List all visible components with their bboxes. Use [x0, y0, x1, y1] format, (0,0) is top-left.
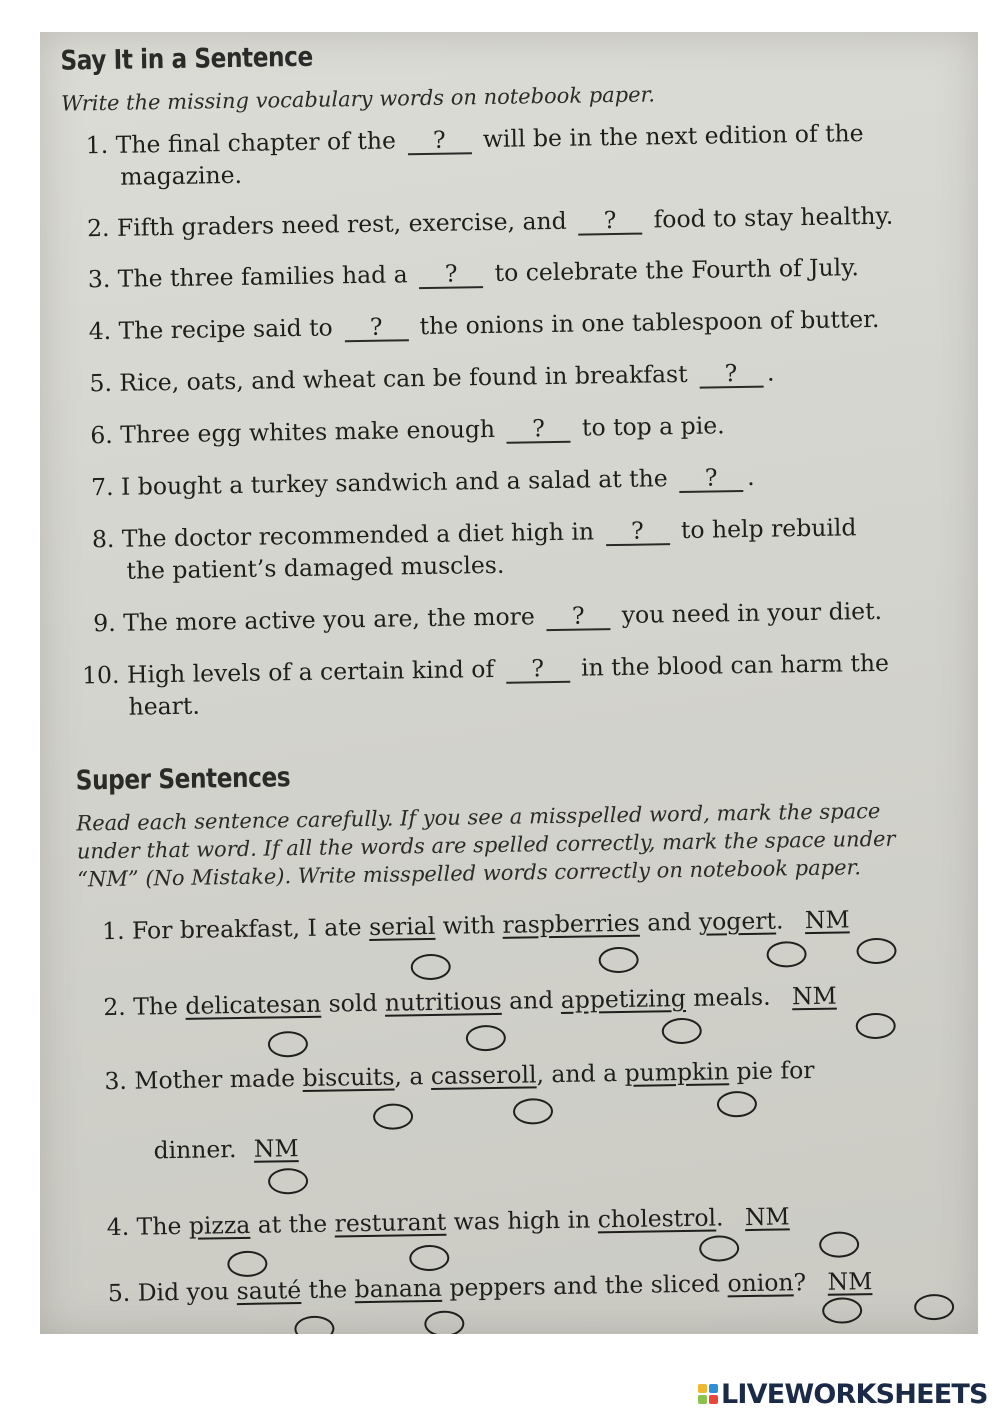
- section-instructions-say-it: Write the missing vocabulary words on notebook paper.: [60, 82, 656, 116]
- question-text: magazine.: [120, 160, 243, 191]
- sentence-text: meals.: [693, 982, 771, 1012]
- question-5: [89, 357, 774, 400]
- underlined-word: nutritious: [384, 986, 502, 1017]
- answer-bubble[interactable]: [424, 1310, 464, 1334]
- question-text: to celebrate the Fourth of July.: [494, 253, 860, 287]
- question-text: The three families had a: [117, 260, 408, 293]
- question-number: 6.: [90, 420, 113, 450]
- underlined-word: delicatesan: [185, 989, 322, 1020]
- sentence-text: The: [133, 991, 179, 1021]
- question-text: High levels of a certain kind of: [126, 654, 495, 689]
- sentence-number: 1.: [101, 916, 125, 946]
- answer-blank[interactable]: ?: [578, 207, 642, 236]
- answer-bubble[interactable]: [766, 941, 806, 968]
- underlined-word: yogert: [698, 906, 777, 936]
- answer-bubble[interactable]: [598, 947, 638, 974]
- question-text: to top a pie.: [581, 411, 725, 442]
- underlined-word: biscuits: [302, 1062, 395, 1093]
- section-title-super-sentences: Super Sentences: [75, 762, 291, 797]
- sentence-number: 2.: [103, 992, 126, 1022]
- answer-blank[interactable]: ?: [699, 360, 763, 389]
- nm-label: NM: [804, 905, 850, 935]
- nm-label: NM: [827, 1267, 873, 1296]
- question-7: [91, 461, 755, 503]
- sentence-text: pie for: [736, 1055, 815, 1086]
- question-text: The recipe said to: [118, 313, 333, 345]
- nm-bubble[interactable]: [856, 1013, 896, 1040]
- question-number: 5.: [89, 368, 113, 398]
- sentence-2: [103, 980, 837, 1024]
- nm-bubble[interactable]: [819, 1231, 859, 1258]
- worksheet-content: [40, 32, 978, 1334]
- liveworksheets-logo-icon: [698, 1384, 718, 1404]
- sentence-text: , and a: [536, 1059, 618, 1089]
- question-number: 1.: [85, 130, 109, 160]
- sentence-text: ?: [793, 1268, 807, 1297]
- underlined-word: sauté: [236, 1276, 302, 1306]
- question-number: 9.: [93, 608, 116, 638]
- question-number: 8.: [91, 524, 115, 554]
- question-text: you need in your diet.: [621, 596, 883, 629]
- underlined-word: pumpkin: [624, 1057, 730, 1087]
- answer-blank[interactable]: ?: [505, 655, 569, 684]
- nm-bubble[interactable]: [914, 1294, 954, 1321]
- logo-square-red: [709, 1395, 718, 1404]
- sentence-text: and: [508, 986, 554, 1015]
- sentence-text: .: [715, 1203, 724, 1232]
- sentence-text: the: [308, 1275, 348, 1304]
- question-2: [87, 200, 894, 245]
- question-text: Rice, oats, and wheat can be found in breakfast: [119, 359, 688, 397]
- sentence-text: was high in: [453, 1205, 591, 1236]
- underlined-word: serial: [368, 911, 436, 941]
- question-text: I bought a turkey sandwich and a salad at the: [120, 464, 668, 501]
- question-number: 10.: [81, 660, 120, 690]
- sentence-text: peppers and the sliced: [449, 1269, 721, 1302]
- logo-square-yellow: [698, 1384, 707, 1393]
- underlined-word: casseroll: [430, 1060, 537, 1090]
- sentence-3: [104, 1054, 814, 1097]
- section-title-say-it: Say It in a Sentence: [60, 41, 314, 77]
- nm-bubble[interactable]: [856, 938, 896, 965]
- sentence-text: and: [646, 907, 692, 937]
- sentence-text: Mother made: [134, 1064, 296, 1095]
- section-instructions-line-3: “NM” (No Mistake). Write misspelled words correctly on notebook paper.: [77, 855, 862, 892]
- answer-blank[interactable]: ?: [344, 313, 408, 342]
- sentence-text: with: [442, 910, 496, 940]
- answer-bubble[interactable]: [294, 1316, 334, 1334]
- question-text: food to stay healthy.: [653, 201, 894, 234]
- sentence-text: .: [775, 906, 784, 935]
- liveworksheets-wordmark: LIVEWORKSHEETS: [721, 1378, 988, 1410]
- question-text: heart.: [128, 691, 201, 721]
- question-number: 2.: [86, 213, 110, 243]
- underlined-word: pizza: [188, 1210, 251, 1240]
- answer-bubble[interactable]: [373, 1103, 413, 1130]
- answer-bubble[interactable]: [409, 1245, 449, 1272]
- nm-label: NM: [791, 981, 837, 1011]
- nm-label: NM: [744, 1202, 790, 1232]
- question-text: .: [766, 358, 775, 387]
- sentence-number: 3.: [104, 1066, 128, 1096]
- underlined-word: raspberries: [502, 908, 640, 939]
- question-4: [88, 303, 879, 347]
- answer-bubble[interactable]: [411, 954, 451, 981]
- sentence-3-continued: [153, 1132, 298, 1166]
- question-text: Three egg whites make enough: [120, 414, 496, 449]
- question-text: The doctor recommended a diet high in: [121, 517, 595, 553]
- question-text: in the blood can harm the: [580, 648, 890, 682]
- underlined-word: appetizing: [560, 983, 687, 1014]
- liveworksheets-logo[interactable]: [698, 1377, 988, 1411]
- answer-blank[interactable]: ?: [679, 464, 743, 493]
- section-instructions-line-1: Read each sentence carefully. If you see a misspelled word, mark the space: [76, 798, 881, 836]
- sentence-text: , a: [394, 1062, 424, 1091]
- question-text: The final chapter of the: [115, 126, 397, 159]
- question-text: the patient’s damaged muscles.: [126, 550, 505, 585]
- answer-bubble[interactable]: [717, 1091, 757, 1118]
- underlined-word: onion: [727, 1268, 794, 1298]
- question-number: 7.: [90, 472, 114, 502]
- answer-blank[interactable]: ?: [546, 602, 610, 631]
- answer-bubble[interactable]: [466, 1025, 506, 1052]
- question-text: will be in the next edition of the: [482, 119, 864, 154]
- logo-square-green: [698, 1395, 707, 1404]
- question-3: [88, 251, 859, 295]
- underlined-word: resturant: [334, 1207, 447, 1238]
- answer-bubble[interactable]: [699, 1235, 739, 1262]
- question-text: to help rebuild: [680, 513, 857, 544]
- question-number: 4.: [88, 316, 112, 346]
- sentence-5: [108, 1265, 873, 1309]
- sentence-text: dinner.: [153, 1135, 237, 1165]
- worksheet-page: [40, 32, 978, 1334]
- question-text: the onions in one tablespoon of butter.: [419, 304, 880, 341]
- section-instructions-line-2: under that word. If all the words are spelled correctly, mark the space under: [76, 826, 896, 864]
- question-text: The more active you are, the more: [122, 602, 536, 637]
- answer-bubble[interactable]: [822, 1297, 862, 1324]
- sentence-text: Did you: [137, 1277, 230, 1307]
- sentence-number: 5.: [107, 1278, 131, 1308]
- question-number: 3.: [87, 264, 111, 294]
- question-1: [86, 117, 865, 193]
- answer-bubble[interactable]: [268, 1031, 308, 1058]
- sentence-text: sold: [328, 988, 378, 1018]
- sentence-number: 4.: [106, 1212, 130, 1242]
- underlined-word: cholestrol: [597, 1203, 717, 1234]
- sentence-text: at the: [257, 1209, 328, 1239]
- question-text: Fifth graders need rest, exercise, and: [116, 206, 567, 242]
- answer-bubble[interactable]: [227, 1251, 267, 1278]
- nm-bubble[interactable]: [268, 1168, 308, 1195]
- question-8: [92, 511, 857, 587]
- answer-bubble[interactable]: [513, 1098, 553, 1125]
- question-9: [93, 595, 882, 639]
- answer-blank[interactable]: ?: [506, 415, 570, 444]
- answer-blank[interactable]: ?: [407, 126, 471, 155]
- sentence-4: [107, 1200, 790, 1243]
- underlined-word: banana: [354, 1273, 443, 1304]
- sentence-1: [102, 903, 850, 947]
- logo-square-blue: [709, 1384, 718, 1393]
- nm-label: NM: [253, 1134, 299, 1163]
- question-10: [82, 647, 890, 724]
- answer-blank[interactable]: ?: [605, 517, 669, 546]
- question-text: .: [746, 462, 755, 491]
- sentence-text: The: [136, 1211, 182, 1241]
- sentence-text: For breakfast, I ate: [131, 913, 362, 945]
- question-6: [90, 409, 725, 451]
- answer-bubble[interactable]: [662, 1018, 702, 1045]
- answer-blank[interactable]: ?: [419, 260, 483, 289]
